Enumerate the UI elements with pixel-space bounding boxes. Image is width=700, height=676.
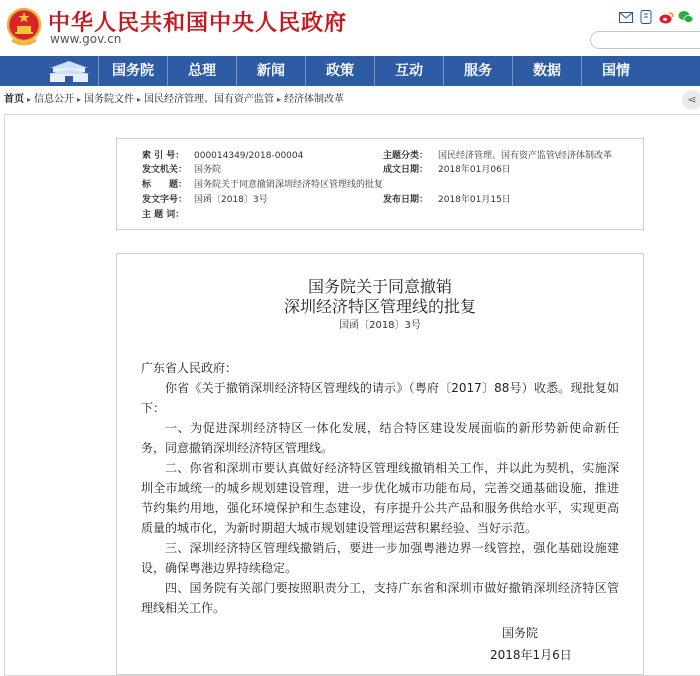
nav-item-premier[interactable]: 总理	[167, 56, 236, 86]
nav-item-interaction[interactable]: 互动	[374, 56, 443, 86]
paragraph: 三、深圳经济特区管理线撤销后，要进一步加强粤港边界一线管控，强化基础设施建设，确保粤港边界持续稳定。	[141, 541, 619, 575]
salutation: 广东省人民政府：	[141, 361, 238, 375]
meta-label: 发文字号：	[142, 195, 188, 205]
nav-item-services[interactable]: 服务	[443, 56, 512, 86]
paragraph: 一、为促进深圳经济特区一体化发展，结合特区建设发展面临的新形势新使命新任务，同意撤销深圳经济特区管理线。	[141, 421, 619, 455]
meta-docno-row	[142, 193, 268, 207]
breadcrumb-item[interactable]: 国务院文件	[84, 94, 135, 105]
site-title[interactable]: 中华人民共和国中央人民政府	[48, 11, 348, 36]
chevron-right-icon: ▸	[77, 95, 82, 104]
meta-index-row	[142, 149, 303, 163]
chevron-right-icon: ▸	[137, 95, 142, 104]
meta-label: 索 引 号：	[142, 151, 185, 161]
nav-item-news[interactable]: 新闻	[236, 56, 305, 86]
breadcrumb-home[interactable]: 首页	[4, 94, 24, 105]
document-metadata	[116, 138, 644, 230]
national-emblem-icon[interactable]	[6, 6, 42, 48]
meta-title-row	[142, 178, 383, 192]
document-text	[141, 358, 619, 618]
breadcrumb-item[interactable]: 信息公开	[34, 94, 75, 105]
wechat-icon[interactable]	[678, 9, 694, 25]
nav-item-policy[interactable]: 政策	[305, 56, 374, 86]
meta-published-row	[383, 193, 511, 207]
meta-label: 成文日期：	[383, 165, 429, 175]
site-url[interactable]: www.gov.cn	[50, 32, 122, 46]
meta-value: 国函〔2018〕3号	[194, 195, 268, 205]
weibo-icon[interactable]	[658, 9, 674, 25]
signature: 国务院	[502, 626, 539, 640]
meta-value: 2018年01月15日	[438, 195, 511, 205]
meta-value: 2018年01月06日	[438, 165, 511, 175]
document-title-line-1: 国务院关于同意撤销	[307, 277, 452, 296]
nav-item-state-council[interactable]: 国务院	[98, 56, 167, 86]
meta-label: 主 题 词：	[142, 210, 185, 220]
meta-value: 国民经济管理、国有资产监管\经济体制改革	[438, 151, 613, 161]
meta-value: 000014349/2018-00004	[194, 151, 304, 161]
mail-icon[interactable]	[618, 9, 634, 25]
meta-value: 国务院关于同意撤销深圳经济特区管理线的批复	[194, 180, 384, 190]
document-number: 国函〔2018〕3号	[339, 320, 421, 331]
nav-item-data[interactable]: 数据	[512, 56, 581, 86]
site-header	[0, 0, 700, 56]
top-icon-bar	[618, 9, 694, 25]
chevron-right-icon: ▸	[277, 95, 282, 104]
meta-issuer-row	[142, 163, 221, 177]
paragraph: 你省《关于撤销深圳经济特区管理线的请示》（粤府〔2017〕88号）收悉。现批复如下：	[141, 381, 619, 415]
search-input[interactable]	[590, 31, 700, 49]
nav-item-national-info[interactable]: 国情	[581, 56, 650, 86]
document-title-line-2: 深圳经济特区管理线的批复	[283, 297, 476, 316]
document-body	[116, 253, 644, 675]
chevron-right-icon: ▸	[27, 95, 32, 104]
meta-label: 发文机关：	[142, 165, 188, 175]
meta-topic-row	[383, 149, 612, 163]
meta-label: 发布日期：	[383, 195, 429, 205]
meta-keywords-row	[142, 208, 194, 222]
breadcrumb	[4, 90, 344, 110]
tablet-icon[interactable]	[638, 9, 654, 25]
sign-date: 2018年1月6日	[490, 648, 572, 662]
breadcrumb-item[interactable]: 经济体制改革	[284, 94, 345, 105]
meta-label: 主题分类：	[383, 151, 429, 161]
meta-label: 标 题：	[142, 180, 188, 190]
main-nav	[0, 56, 700, 86]
meta-value: 国务院	[194, 165, 222, 175]
breadcrumb-item[interactable]: 国民经济管理、国有资产监管	[144, 94, 275, 105]
paragraph: 四、国务院有关部门要按照职责分工，支持广东省和深圳市做好撤销深圳经济特区管理线相关工作。	[141, 581, 619, 615]
paragraph: 二、你省和深圳市要认真做好经济特区管理线撤销相关工作，并以此为契机，实施深圳全市域统一的城乡规划建设管理，进一步优化城市功能布局，完善交通基础设施，推进节约集约用地，强化环境保护和生态建设，有序提升公共产品和服务供给水平，实现更高质量的城市化，为新时期超大城市规划建设管理运营积累经验、当好示范。	[141, 461, 619, 535]
meta-created-row	[383, 163, 511, 177]
tiananmen-icon	[44, 58, 94, 84]
share-icon[interactable]: ⋖	[682, 90, 700, 110]
